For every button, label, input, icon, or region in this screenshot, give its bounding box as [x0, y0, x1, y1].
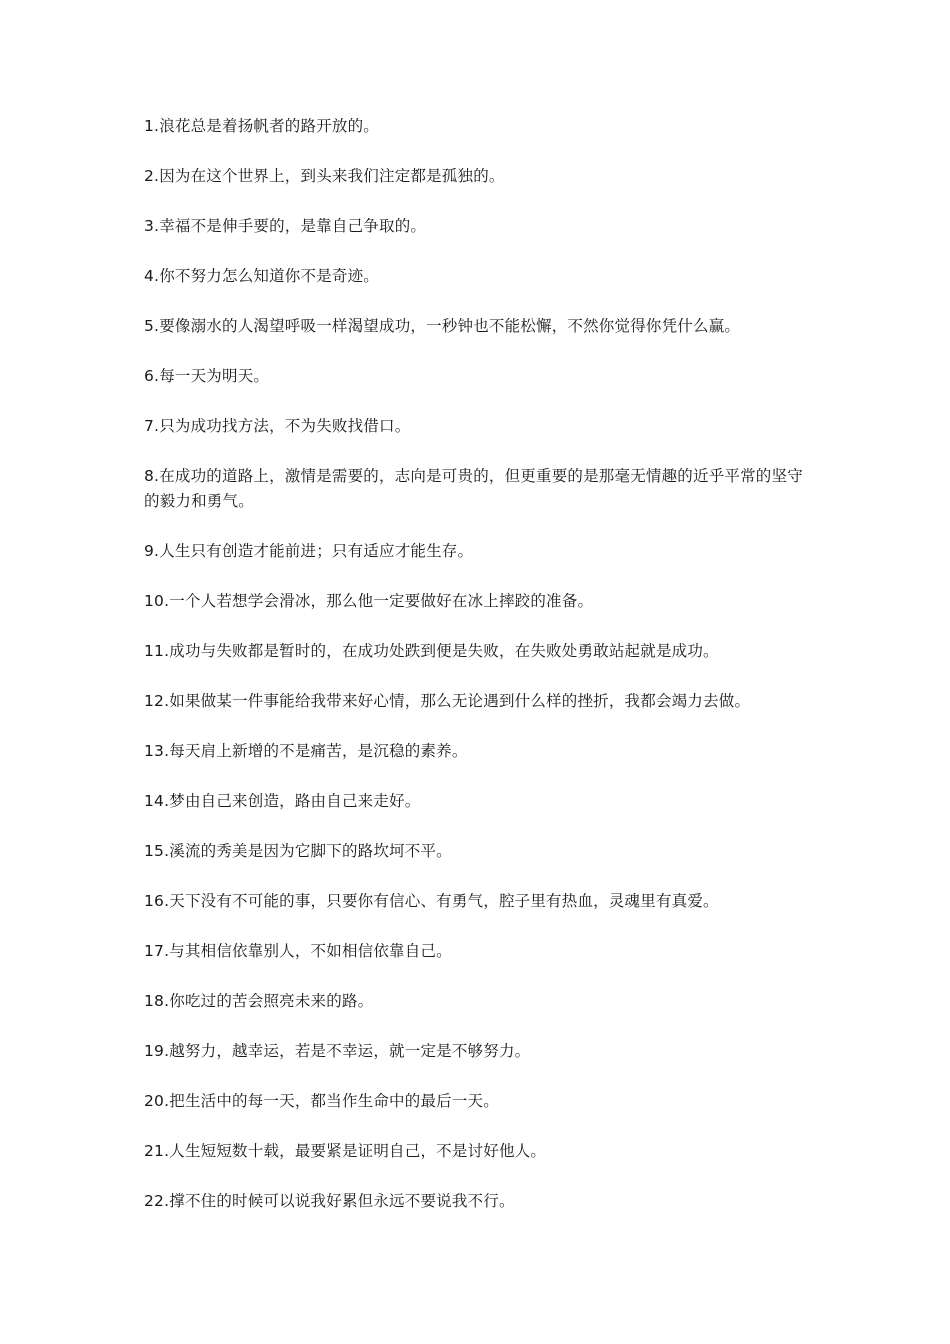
- quote-item: 8.在成功的道路上，激情是需要的，志向是可贵的，但更重要的是那毫无情趣的近乎平常的坚守的毅力和勇气。: [144, 467, 803, 510]
- quote-item: 19.越努力，越幸运，若是不幸运，就一定是不够努力。: [144, 1042, 531, 1060]
- quote-item: 22.撑不住的时候可以说我好累但永远不要说我不行。: [144, 1192, 515, 1210]
- quote-item: 12.如果做某一件事能给我带来好心情，那么无论遇到什么样的挫折，我都会竭力去做。: [144, 692, 751, 710]
- quote-item: 9.人生只有创造才能前进；只有适应才能生存。: [144, 542, 474, 560]
- quote-item: 7.只为成功找方法，不为失败找借口。: [144, 417, 411, 435]
- quote-item: 20.把生活中的每一天，都当作生命中的最后一天。: [144, 1092, 499, 1110]
- quote-item: 21.人生短短数十载，最要紧是证明自己，不是讨好他人。: [144, 1142, 547, 1160]
- quote-item: 11.成功与失败都是暂时的，在成功处跌到便是失败，在失败处勇敢站起就是成功。: [144, 642, 719, 660]
- quote-item: 17.与其相信依靠别人，不如相信依靠自己。: [144, 942, 452, 960]
- quote-item: 15.溪流的秀美是因为它脚下的路坎坷不平。: [144, 842, 452, 860]
- quote-item: 2.因为在这个世界上，到头来我们注定都是孤独的。: [144, 167, 505, 185]
- quote-list: [144, 114, 809, 1239]
- quote-item: 3.幸福不是伸手要的，是靠自己争取的。: [144, 217, 427, 235]
- quote-item: 14.梦由自己来创造，路由自己来走好。: [144, 792, 421, 810]
- quote-item: 1.浪花总是着扬帆者的路开放的。: [144, 117, 379, 135]
- quote-item: 18.你吃过的苦会照亮未来的路。: [144, 992, 374, 1010]
- quote-item: 6.每一天为明天。: [144, 367, 270, 385]
- quote-item: 13.每天肩上新增的不是痛苦，是沉稳的素养。: [144, 742, 468, 760]
- quote-item: 4.你不努力怎么知道你不是奇迹。: [144, 267, 379, 285]
- quote-item: 5.要像溺水的人渴望呼吸一样渴望成功，一秒钟也不能松懈，不然你觉得你凭什么赢。: [144, 317, 741, 335]
- quote-item: 16.天下没有不可能的事，只要你有信心、有勇气，腔子里有热血，灵魂里有真爱。: [144, 892, 719, 910]
- quote-item: 10.一个人若想学会滑冰，那么他一定要做好在冰上摔跤的准备。: [144, 592, 594, 610]
